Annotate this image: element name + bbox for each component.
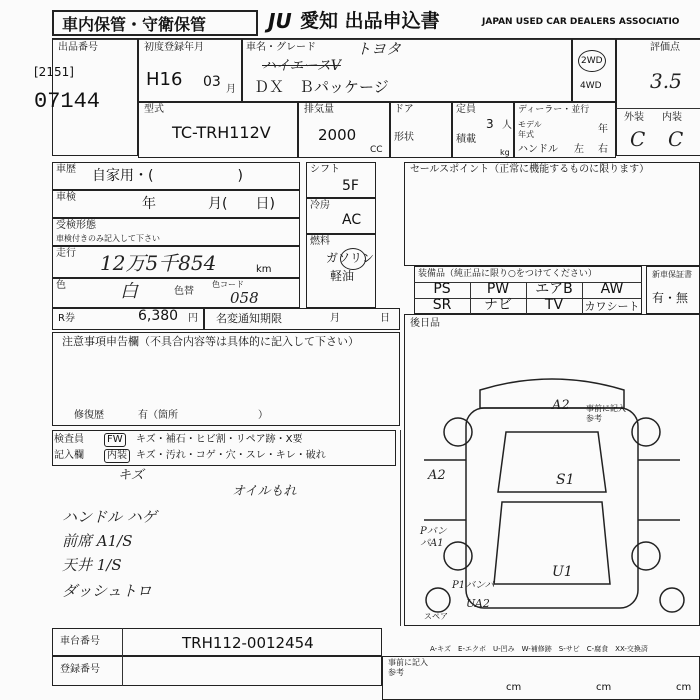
mileage-label: 走行 xyxy=(56,248,76,259)
mark-a2-left: A2 xyxy=(428,468,446,483)
displacement-label: 排気量 xyxy=(304,104,334,115)
equip-ps[interactable]: PS xyxy=(433,281,451,297)
recycle-label: R券 xyxy=(58,313,75,324)
shift-value: 5F xyxy=(342,178,359,194)
shape-label: 形状 xyxy=(394,132,414,143)
evaluation-int: C xyxy=(668,127,684,151)
diagram-top-note: 事前に記入 参考 xyxy=(586,404,626,423)
fuel-selected-circle xyxy=(340,248,366,270)
selling-points-label: セールスポイント（正常に機能するものに限ります） xyxy=(410,164,650,175)
ju-logo: JU xyxy=(268,9,292,33)
lot-number: 07144 xyxy=(34,89,101,114)
new-car-warranty-label: 新車保証書 xyxy=(652,270,692,279)
equip-tv[interactable]: TV xyxy=(544,297,564,313)
drive-2wd[interactable]: 2WD xyxy=(578,50,606,72)
hand-note-ceiling: 天井 1/S xyxy=(62,556,122,574)
dims-cm-1: cm xyxy=(506,682,522,693)
equip-navi[interactable]: ナビ xyxy=(484,297,512,313)
inspector-label-2: 記入欄 xyxy=(54,450,84,461)
history-label: 車歴 xyxy=(56,164,76,175)
car-name-label: 車名・グレード xyxy=(246,42,316,53)
equip-pw[interactable]: PW xyxy=(486,281,510,297)
aircon-value: AC xyxy=(342,212,362,228)
car-make: トヨタ xyxy=(356,40,402,58)
registration-month: 03 xyxy=(203,74,221,90)
inspection-year-unit: 年 xyxy=(142,196,156,212)
spare-label: スペア xyxy=(424,612,448,621)
dims-box xyxy=(382,656,700,700)
aircon-label: 冷房 xyxy=(310,200,330,211)
mark-u1: U1 xyxy=(552,564,573,580)
evaluation-int-label: 内装 xyxy=(662,112,682,123)
hand-note-front-seat: 前席 A1/S xyxy=(62,532,133,550)
evaluation-label: 評価点 xyxy=(650,42,680,53)
car-model-struck: ハイエースV xyxy=(262,58,341,74)
load-label: 積載 xyxy=(456,134,476,145)
hand-note-steering: ハンドル ハゲ xyxy=(62,508,157,526)
mileage-unit: km xyxy=(256,264,272,275)
displacement-value: 2000 xyxy=(318,126,357,144)
evaluation-score: 3.5 xyxy=(650,69,682,93)
mark-p1-bumper: P1バンパ xyxy=(452,580,495,591)
dealer-label: ディーラー・並行 xyxy=(518,105,590,115)
equipment-label: 装備品（純正品に限り○をつけてください） xyxy=(418,269,597,279)
color-code: 058 xyxy=(230,289,259,307)
evaluation-ext: C xyxy=(630,127,646,151)
capacity-value: 3 xyxy=(486,117,494,131)
recycle-unit: 円 xyxy=(188,313,198,324)
mark-a2-top: A2 xyxy=(552,398,570,413)
storage-badge-text: 車内保管・守衛保管 xyxy=(62,15,207,34)
vin-value: TRH112-0012454 xyxy=(182,634,314,652)
equip-leather-seat[interactable]: カワシート xyxy=(584,300,640,313)
inspector-label-1: 検査員 xyxy=(54,434,84,445)
model-year-unit: 年 xyxy=(598,124,608,135)
shift-label: シフト xyxy=(310,164,340,175)
model-code-label: 型式 xyxy=(144,104,164,115)
lot-sub-number: [2151] xyxy=(34,65,74,79)
registration-label: 初度登録年月 xyxy=(144,42,204,53)
lot-label: 出品番号 xyxy=(58,42,98,53)
displacement-unit: CC xyxy=(370,145,383,155)
mark-s1-roof: S1 xyxy=(556,472,575,488)
color-label: 色 xyxy=(56,280,66,291)
dims-label: 事前に記入 参考 xyxy=(388,658,428,677)
color-code-label: 色コード xyxy=(212,280,244,289)
equip-airbag[interactable]: エアB xyxy=(535,281,573,297)
color-value: 白 xyxy=(120,281,138,302)
handle-left[interactable]: 左 xyxy=(574,144,584,155)
color-change-label: 色替 xyxy=(174,286,194,297)
plate-label: 登録番号 xyxy=(60,664,100,675)
car-grade: ＤＸ Ｂパッケージ xyxy=(254,78,389,96)
hand-note-scratch: キズ xyxy=(118,468,144,483)
recycle-value: 6,380 xyxy=(138,308,179,324)
drive-4wd[interactable]: 4WD xyxy=(580,81,602,91)
doors-label: ドア xyxy=(394,104,414,115)
history-value: 自家用・( ) xyxy=(92,168,243,184)
plate-box xyxy=(52,656,382,686)
handle-right[interactable]: 右 xyxy=(598,144,608,155)
mark-bumper-a1: PバンパA1 xyxy=(420,526,447,549)
evaluation-ext-label: 外装 xyxy=(624,112,644,123)
equip-sr[interactable]: SR xyxy=(432,297,452,313)
inspector-row2-head: 内装 xyxy=(104,449,130,463)
form-title: 愛知 出品申込書 xyxy=(300,10,440,32)
inspector-row1: キズ・補石・ヒビ割・リペア跡・X要 xyxy=(136,434,303,445)
dims-cm-3: cm xyxy=(676,682,692,693)
inspection-type-label: 受検形態 xyxy=(56,220,96,231)
repair-history-label: 修復歴 xyxy=(74,410,104,421)
model-code: TC-TRH112V xyxy=(172,123,271,142)
inspector-row2: キズ・汚れ・コゲ・穴・スレ・キレ・破れ xyxy=(136,450,326,461)
new-car-warranty-value[interactable]: 有・無 xyxy=(652,291,689,305)
evaluation-box xyxy=(616,38,700,156)
load-unit: kg xyxy=(500,148,510,157)
fuel-diesel[interactable]: 軽油 xyxy=(330,269,355,283)
hand-note-oil-leak: オイルもれ xyxy=(232,484,297,499)
inspection-month-unit: 月( 日) xyxy=(208,196,275,212)
equip-aw[interactable]: AW xyxy=(600,281,624,297)
handle-label: ハンドル xyxy=(518,144,558,155)
capacity-unit: 人 xyxy=(502,120,512,131)
fuel-gasoline[interactable]: ガソリン xyxy=(326,251,375,265)
inspection-label: 車検 xyxy=(56,192,76,203)
rear-seat-label: 後日品 xyxy=(410,318,440,329)
notes-label: 注意事項申告欄（不具合内容等は具体的に記入して下さい） xyxy=(62,335,359,348)
mileage-value: 12万5千854 xyxy=(100,251,217,275)
name-change-day: 日 xyxy=(380,313,390,324)
vin-label: 車台番号 xyxy=(60,636,100,647)
storage-badge xyxy=(52,10,258,36)
name-change-label: 名変通知期限 xyxy=(216,312,282,325)
selling-points-box xyxy=(404,162,700,266)
inspector-row1-head: FW xyxy=(104,433,126,447)
hand-note-dash: ダッシュトロ xyxy=(62,582,152,600)
inspection-type-note: 車検付きのみ記入して下さい xyxy=(56,234,160,243)
dims-cm-2: cm xyxy=(596,682,612,693)
form-title-en: JAPAN USED CAR DEALERS ASSOCIATIO xyxy=(482,17,680,27)
damage-legend: A-キズ E-エクボ U-凹み W-補修跡 S-サビ C-腐食 XX-交換済 xyxy=(430,645,648,653)
mark-ua2: UA2 xyxy=(466,597,490,610)
registration-year: H16 xyxy=(146,69,183,90)
name-change-month: 月 xyxy=(330,313,340,324)
repair-history-value[interactable]: 有（箇所 ） xyxy=(138,410,268,421)
model-year-label: モデル年式 xyxy=(518,120,542,139)
capacity-label: 定員 xyxy=(456,104,476,115)
fuel-label: 燃料 xyxy=(310,236,330,247)
registration-month-unit: 月 xyxy=(226,84,236,95)
